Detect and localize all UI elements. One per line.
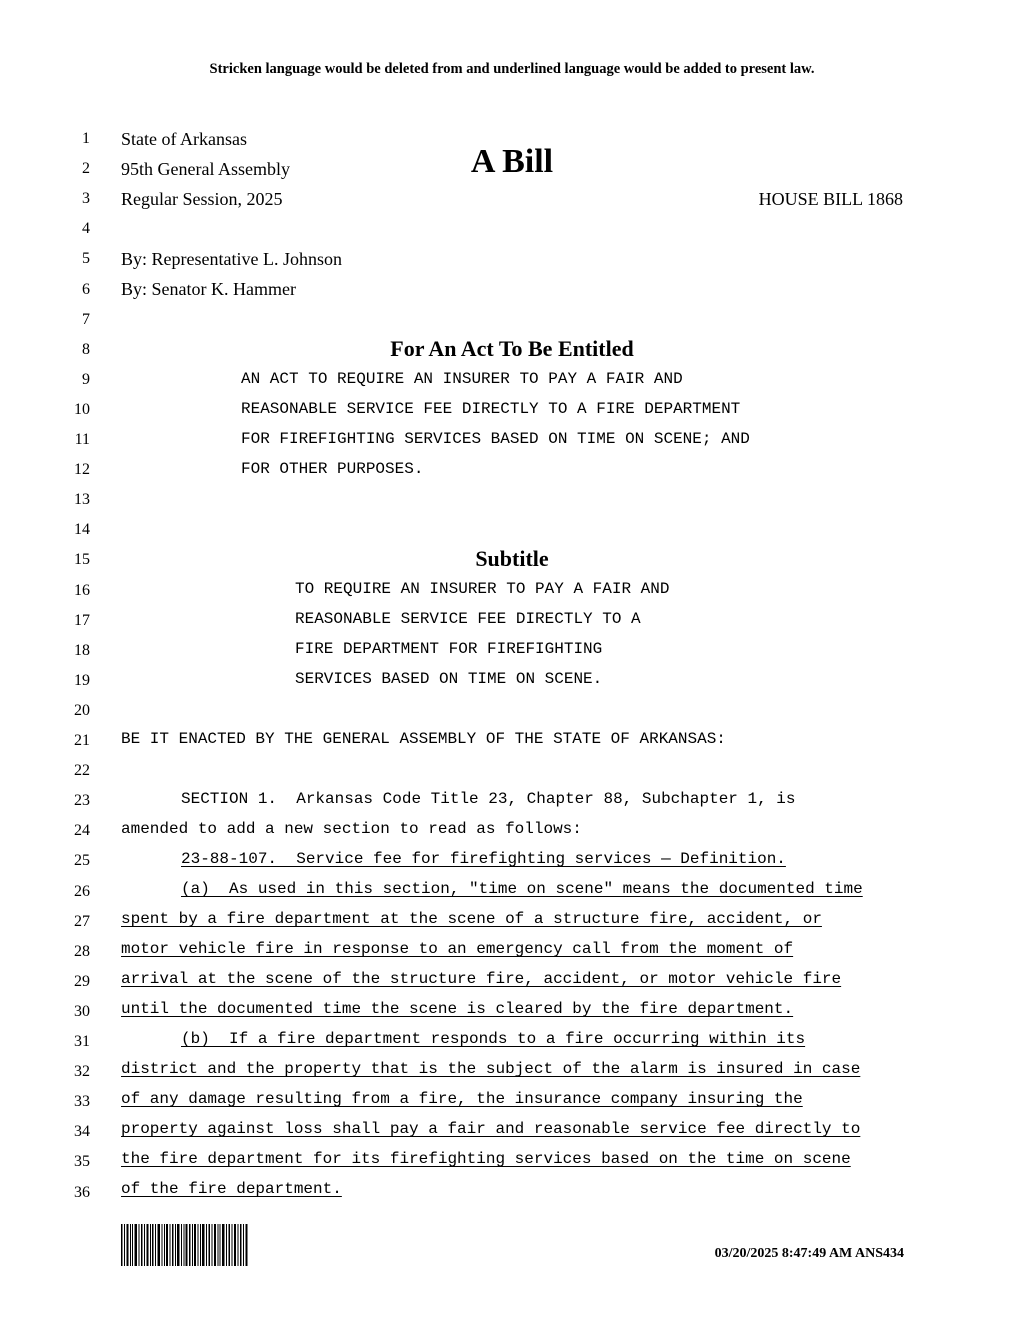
line-number: 15 (74, 551, 90, 569)
line-number: 2 (82, 160, 90, 178)
line-number: 8 (82, 340, 90, 358)
document-type-title: A Bill (470, 143, 554, 180)
line-number: 31 (74, 1033, 90, 1050)
added-text: property against loss shall pay a fair and reasonable service fee directly to (121, 1120, 861, 1138)
line-number: 28 (74, 942, 90, 960)
bill-number: HOUSE BILL 1868 (758, 189, 903, 209)
line-number: 26 (74, 882, 90, 900)
line-number: 36 (74, 1183, 90, 1201)
line-21 (0, 724, 1024, 754)
line-16 (0, 574, 1024, 604)
added-text: motor vehicle fire in response to an emergency call from the moment of (121, 940, 794, 958)
line-1 (0, 124, 1024, 154)
line-29 (0, 964, 1024, 994)
line-35 (0, 1144, 1024, 1174)
line-9 (0, 364, 1024, 394)
line-34 (0, 1114, 1024, 1144)
added-text: arrival at the scene of the structure fire, accident, or motor vehicle fire (121, 970, 842, 988)
document-timestamp: 03/20/2025 8:47:49 AM ANS434 (714, 1246, 904, 1261)
subtitle-heading: Subtitle (475, 546, 549, 571)
line-24 (0, 814, 1024, 844)
line-number: 27 (74, 912, 90, 930)
title-line: AN ACT TO REQUIRE AN INSURER TO PAY A FAIR AND (241, 370, 683, 388)
line-28 (0, 934, 1024, 964)
line-32 (0, 1054, 1024, 1084)
line-17 (0, 604, 1024, 634)
line-15 (0, 544, 1024, 574)
line-6 (0, 274, 1024, 304)
line-number: 1 (82, 130, 90, 147)
line-number: 24 (74, 822, 90, 840)
line-27 (0, 904, 1024, 934)
line-number: 5 (82, 250, 90, 268)
line-number: 13 (74, 491, 90, 509)
added-text: until the documented time the scene is cleared by the fire department. (121, 1000, 794, 1018)
line-number: 30 (74, 1002, 90, 1020)
subtitle-line: FIRE DEPARTMENT FOR FIREFIGHTING (295, 640, 603, 658)
line-number: 4 (82, 220, 90, 238)
sponsor-house: By: Representative L. Johnson (121, 249, 342, 269)
line-number: 34 (74, 1123, 90, 1141)
title-line: REASONABLE SERVICE FEE DIRECTLY TO A FIRE DEPARTMENT (241, 400, 741, 418)
line-number: 6 (82, 280, 90, 298)
subtitle-line: REASONABLE SERVICE FEE DIRECTLY TO A (295, 610, 641, 628)
line-10 (0, 394, 1024, 424)
new-section-heading: 23-88-107. Service fee for firefighting services — Definition. (181, 850, 786, 868)
section-intro: amended to add a new section to read as follows: (121, 820, 582, 838)
added-text: of the fire department. (121, 1180, 342, 1198)
line-5 (0, 244, 1024, 274)
line-number: 21 (74, 732, 90, 749)
enacting-clause: BE IT ENACTED BY THE GENERAL ASSEMBLY OF THE STATE OF ARKANSAS: (121, 730, 726, 748)
line-3 (0, 184, 1024, 214)
line-11 (0, 424, 1024, 454)
line-number: 3 (82, 190, 90, 208)
line-number: 20 (74, 701, 90, 719)
line-number: 19 (74, 671, 90, 689)
line-number: 9 (82, 370, 90, 388)
line-number: 10 (74, 400, 90, 418)
general-assembly: 95th General Assembly (121, 159, 290, 179)
line-12 (0, 454, 1024, 484)
line-number: 35 (74, 1153, 90, 1171)
line-8 (0, 334, 1024, 364)
line-number: 25 (74, 852, 90, 870)
title-heading: For An Act To Be Entitled (390, 336, 634, 361)
amendment-notice: Stricken language would be deleted from and underlined language would be added to present law. (209, 61, 815, 77)
title-line: FOR FIREFIGHTING SERVICES BASED ON TIME ON SCENE; AND (241, 430, 750, 448)
added-text: spent by a fire department at the scene of a structure fire, accident, or (121, 910, 822, 928)
line-30 (0, 994, 1024, 1024)
section-intro: SECTION 1. Arkansas Code Title 23, Chapter 88, Subchapter 1, is (181, 790, 796, 808)
added-text: of any damage resulting from a fire, the insurance company insuring the (121, 1090, 803, 1108)
added-text: (a) As used in this section, "time on scene" means the documented time (181, 880, 863, 898)
line-18 (0, 634, 1024, 664)
added-text: district and the property that is the subject of the alarm is insured in case (121, 1060, 861, 1078)
session: Regular Session, 2025 (121, 189, 283, 209)
sponsor-senate: By: Senator K. Hammer (121, 279, 296, 299)
added-text: (b) If a fire department responds to a fire occurring within its (181, 1030, 806, 1048)
line-number: 23 (74, 792, 90, 810)
added-text: the fire department for its firefighting services based on the time on scene (121, 1150, 851, 1168)
subtitle-line: SERVICES BASED ON TIME ON SCENE. (295, 670, 603, 688)
line-31 (0, 1024, 1024, 1054)
line-number: 29 (74, 972, 90, 990)
line-number: 18 (74, 641, 90, 659)
title-line: FOR OTHER PURPOSES. (241, 460, 424, 478)
line-23 (0, 784, 1024, 814)
line-number: 7 (82, 310, 90, 328)
line-number: 12 (74, 461, 90, 479)
line-2 (0, 154, 1024, 184)
line-number: 32 (74, 1063, 90, 1081)
state-name: State of Arkansas (121, 129, 247, 149)
line-number: 33 (74, 1093, 90, 1111)
line-26 (0, 874, 1024, 904)
line-number: 16 (74, 581, 90, 599)
line-number: 17 (74, 611, 90, 629)
line-36 (0, 1174, 1024, 1204)
line-33 (0, 1084, 1024, 1114)
line-19 (0, 664, 1024, 694)
line-number: 22 (74, 762, 90, 780)
barcode-image (121, 1224, 249, 1266)
subtitle-line: TO REQUIRE AN INSURER TO PAY A FAIR AND (295, 580, 670, 598)
line-25 (0, 844, 1024, 874)
line-number: 11 (74, 431, 90, 448)
line-number: 14 (74, 521, 90, 539)
